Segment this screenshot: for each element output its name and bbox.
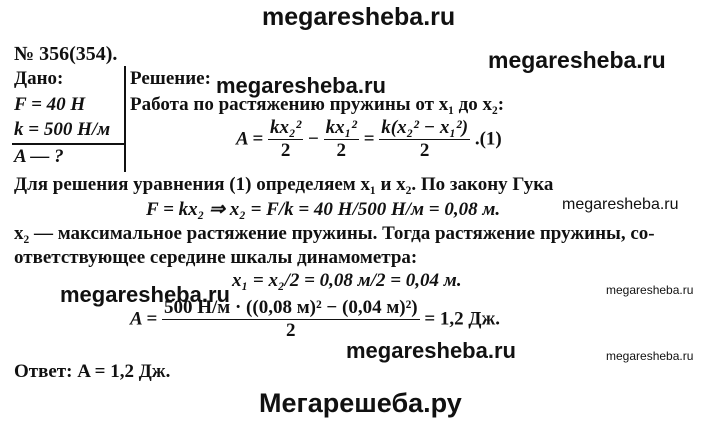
- formula1-lhs: A =: [236, 128, 264, 150]
- text-line-hooke-intro: Для решения уравнения (1) определяем x₁ и x₂. По закону Гука: [14, 174, 554, 195]
- given-force: F = 40 Н: [14, 94, 86, 115]
- formula1-term3-den: 2: [419, 140, 430, 161]
- formula1-tag: .(1): [474, 128, 502, 150]
- given-unknown: A — ?: [14, 146, 64, 167]
- watermark-right-small-2: megaresheba.ru: [606, 349, 694, 363]
- given-stiffness: k = 500 Н/м: [14, 119, 111, 140]
- formula1-equals: =: [363, 128, 375, 150]
- formula2-lhs: A =: [130, 308, 158, 330]
- formula1-term1-den: 2: [280, 140, 291, 161]
- formula1-term2: [324, 117, 359, 162]
- formula2-fraction: [162, 297, 420, 342]
- formula1-term2-den: 2: [336, 140, 347, 161]
- watermark-bottom-center: megaresheba.ru: [346, 338, 516, 363]
- formula2-rhs: = 1,2 Дж.: [424, 308, 501, 330]
- watermark-footer: Мегарешеба.ру: [259, 388, 462, 418]
- formula1-term2-num: kx₁²: [325, 117, 357, 138]
- solution-intro: Работа по растяжению пружины от x₁ до x₂:: [130, 94, 505, 115]
- watermark-inline-solution: megaresheba.ru: [216, 73, 386, 98]
- formula1-term1-num: kx₂²: [269, 117, 302, 138]
- given-divider: [12, 143, 124, 145]
- text-line-max-stretch: x₂ — максимальное растяжение пружины. Тогда растяжение пружины, со-: [14, 223, 655, 244]
- watermark-right-top: megaresheba.ru: [488, 47, 666, 73]
- formula1-minus: −: [308, 128, 319, 150]
- text-line-scale-middle: ответствующее середине шкалы динамометра:: [14, 247, 418, 268]
- formula1-term3-num: k(x₂² − x₁²): [381, 117, 469, 138]
- formula-result: [130, 297, 500, 342]
- formula-work: [236, 117, 502, 162]
- answer: Ответ: A = 1,2 Дж.: [14, 361, 171, 382]
- formula2-num: 500 Н/м · ((0,08 м)² − (0,04 м)²): [163, 297, 418, 318]
- formula2-den: 2: [286, 320, 296, 341]
- watermark-right-small-1: megaresheba.ru: [606, 283, 694, 297]
- problem-number: № 356(354).: [14, 43, 118, 65]
- solution-title: Решение:: [130, 68, 211, 89]
- watermark-left-mid: megaresheba.ru: [60, 282, 230, 307]
- formula1-term1: [268, 117, 303, 162]
- given-title: Дано:: [14, 68, 64, 89]
- text-line-hooke-law: F = kx₂ ⇒ x₂ = F/k = 40 Н/500 Н/м = 0,08 м.: [146, 199, 501, 220]
- formula1-term3: [379, 117, 470, 162]
- watermark-top: megaresheba.ru: [262, 3, 456, 31]
- text-line-x1: x₁ = x₂/2 = 0,08 м/2 = 0,04 м.: [232, 270, 462, 291]
- given-separator: [124, 66, 126, 172]
- watermark-right-mid: megaresheba.ru: [562, 196, 679, 213]
